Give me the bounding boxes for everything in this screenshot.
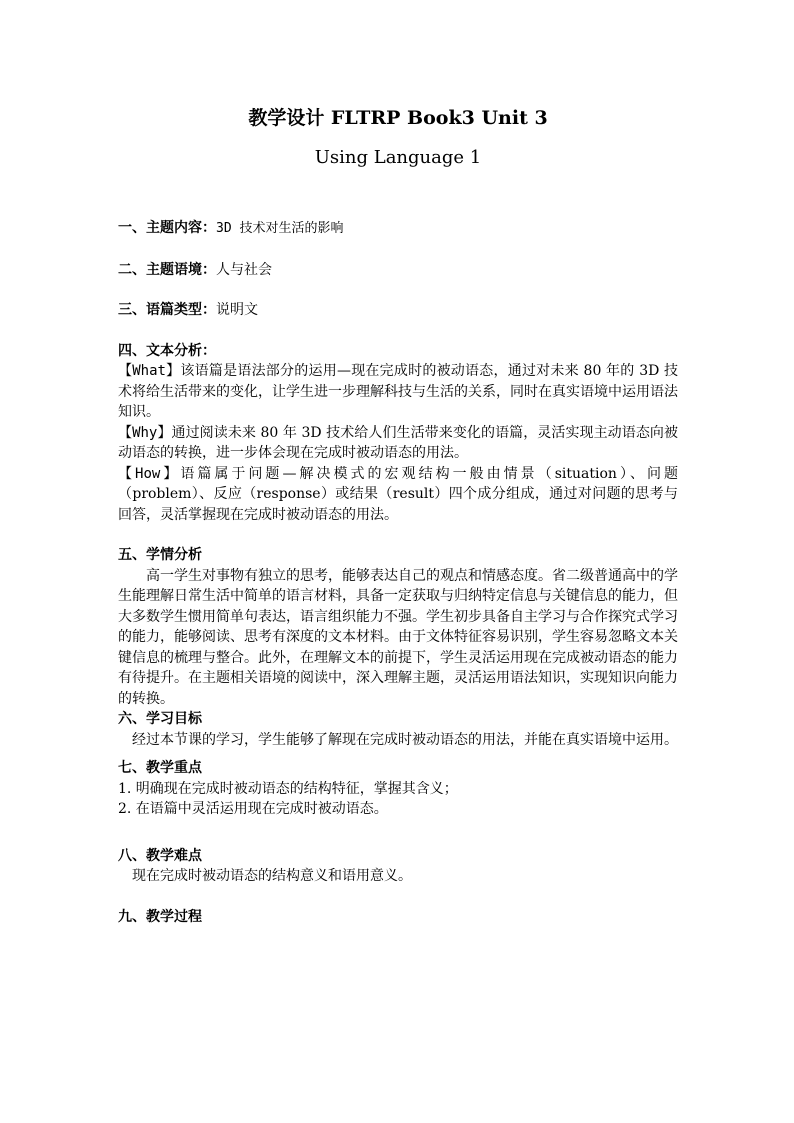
learner-analysis-body: 高一学生对事物有独立的思考，能够表达自己的观点和情感态度。省二级普通高中的学生能理解日常生活中简单的语言材料，具备一定获取与归纳特定信息与关键信息的能力，但大多数学生惯用简单句表达，语言组织能力不强。学生初步具备自主学习与合作探究式学习的能力，能够阅读、思考有深度的文本材料。由于文体特征容易识别，学生容易忽略文本关键信息的梳理与整合。此外，在理解文本的前提下，学生灵活运用现在完成被动语态的能力有待提升。在主题相关语境的阅读中，深入理解主题，灵活运用语法知识，实现知识向能力的转换。 [118,567,678,707]
what-text: 该语篇是语法部分的运用—现在完成时的被动语态，通过对未来 80 年的 3D 技术将给生活带来的变化，让学生进一步理解科技与生活的关系，同时在真实语境中运用语法知识。 [118,363,679,420]
analysis-why [118,423,678,464]
section-body: 人与社会 [216,261,272,278]
analysis-how [118,464,678,526]
section-heading-key-points: 七、教学重点 [118,760,202,776]
section-heading-teaching-process: 九、教学过程 [118,908,202,925]
section-heading: 一、主题内容： [118,220,216,236]
analysis-what [118,361,678,423]
section-heading-learning-goals: 六、学习目标 [118,711,202,727]
how-text: 语篇属于问题—解决模式的宏观结构一般由情景（situation）、问题（problem）、反应（response）或结果（result）四个成分组成，通过对问题的思考与回答，灵活掌握现在完成时被动语态的用法。 [118,465,678,523]
key-point-item: 1. 明确现在完成时被动语态的结构特征，掌握其含义； [118,780,458,797]
how-tag: 【How】 [118,465,181,482]
why-text: 通过阅读未来 80 年 3D 技术给人们生活带来变化的语篇，灵活实现主动语态向被动语态的转换，进一步体会现在完成时被动语态的用法。 [118,424,678,461]
key-point-item: 2. 在语篇中灵活运用现在完成时被动语态。 [118,801,388,817]
section-body: 说明文 [216,302,258,318]
section-heading-learner-analysis: 五、学情分析 [118,547,202,563]
section-heading-difficulties: 八、教学难点 [118,847,202,864]
document-page [118,104,678,927]
section-text-type [118,300,678,321]
section-topic-context [118,260,678,281]
document-subtitle: Using Language 1 [314,147,482,168]
document-title: 教学设计 FLTRP Book3 Unit 3 [248,107,548,129]
section-body: 3D 技术对生活的影响 [216,221,344,236]
learning-goals-body: 经过本节课的学习，学生能够了解现在完成时被动语态的用法，并能在真实语境中运用。 [132,731,678,748]
section-heading-text-analysis: 四、文本分析： [118,342,216,359]
why-tag: 【Why】 [118,424,172,441]
section-topic-content [118,218,678,240]
section-heading: 三、语篇类型： [118,302,216,318]
what-tag: 【What】 [118,363,181,379]
section-heading: 二、主题语境： [118,261,216,278]
difficulties-body: 现在完成时被动语态的结构意义和语用意义。 [132,868,412,884]
